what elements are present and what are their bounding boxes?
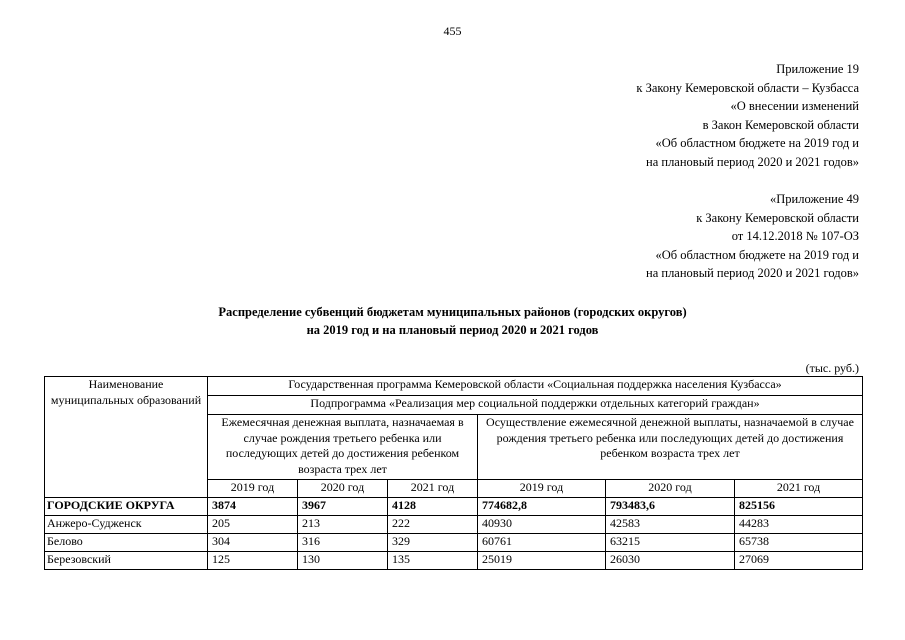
row-name: Белово (45, 534, 208, 552)
appendix-line: «Приложение 49 (770, 192, 859, 206)
cell-value: 135 (388, 552, 478, 570)
page-number: 455 (443, 24, 462, 38)
cell-value: 793483,6 (606, 498, 735, 516)
appendix-line: на плановый период 2020 и 2021 годов» (646, 266, 859, 281)
appendix-line: в Закон Кемеровской области (702, 117, 859, 132)
municipality-header: Наименование муниципальных образований (45, 377, 208, 498)
year-header: 2021 год (388, 480, 478, 498)
title-line-1: Распределение субвенций бюджетам муниципальных районов (городских округов) (218, 305, 687, 319)
cell-value: 3967 (298, 498, 388, 516)
program-header: Государственная программа Кемеровской области «Социальная поддержка населения Кузбасса» (208, 377, 863, 396)
row-name: Анжеро-Судженск (45, 516, 208, 534)
appendix-line: к Закону Кемеровской области (696, 210, 859, 225)
cell-value: 304 (208, 534, 298, 552)
year-header: 2020 год (606, 480, 735, 498)
table-body (45, 498, 863, 570)
subvention-table (44, 376, 863, 570)
row-name: Березовский (45, 552, 208, 570)
cell-value: 125 (208, 552, 298, 570)
row-name: ГОРОДСКИЕ ОКРУГА (45, 498, 208, 516)
cell-value: 65738 (735, 534, 863, 552)
year-header: 2021 год (735, 480, 863, 498)
cell-value: 213 (298, 516, 388, 534)
cell-value: 329 (388, 534, 478, 552)
cell-value: 63215 (606, 534, 735, 552)
table-row (45, 534, 863, 552)
units-label: (тыс. руб.) (805, 361, 859, 375)
table-row (45, 498, 863, 516)
appendix-line: от 14.12.2018 № 107-ОЗ (731, 229, 859, 244)
title-line-2: на 2019 год и на плановый период 2020 и 2021 годов (306, 323, 599, 337)
cell-value: 42583 (606, 516, 735, 534)
table-row (45, 552, 863, 570)
cell-value: 825156 (735, 498, 863, 516)
appendix-line: к Закону Кемеровской области – Кузбасса (636, 80, 859, 95)
cell-value: 60761 (478, 534, 606, 552)
appendix-line: «Об областном бюджете на 2019 год и (655, 136, 859, 151)
cell-value: 205 (208, 516, 298, 534)
group-1-header: Ежемесячная денежная выплата, назначаемая в случае рождения третьего ребенка или последующих детей до достижения ребенком возраста трех лет (208, 415, 478, 480)
appendix-line: «О внесении изменений (730, 99, 859, 114)
cell-value: 130 (298, 552, 388, 570)
cell-value: 25019 (478, 552, 606, 570)
document-title (0, 303, 905, 339)
appendix-19-header (636, 60, 859, 172)
cell-value: 3874 (208, 498, 298, 516)
group-2-header: Осуществление ежемесячной денежной выплаты, назначаемой в случае рождения третьего ребенка или последующих детей до достижения ребенком возраста трех лет (478, 415, 863, 480)
cell-value: 4128 (388, 498, 478, 516)
appendix-49-header (646, 190, 859, 283)
cell-value: 316 (298, 534, 388, 552)
year-header: 2020 год (298, 480, 388, 498)
cell-value: 222 (388, 516, 478, 534)
subprogram-header: Подпрограмма «Реализация мер социальной поддержки отдельных категорий граждан» (208, 396, 863, 415)
year-header: 2019 год (208, 480, 298, 498)
cell-value: 44283 (735, 516, 863, 534)
cell-value: 774682,8 (478, 498, 606, 516)
cell-value: 27069 (735, 552, 863, 570)
year-header: 2019 год (478, 480, 606, 498)
appendix-line: Приложение 19 (776, 62, 859, 76)
cell-value: 40930 (478, 516, 606, 534)
appendix-line: на плановый период 2020 и 2021 годов» (646, 154, 859, 169)
table-row (45, 516, 863, 534)
cell-value: 26030 (606, 552, 735, 570)
appendix-line: «Об областном бюджете на 2019 год и (655, 247, 859, 262)
